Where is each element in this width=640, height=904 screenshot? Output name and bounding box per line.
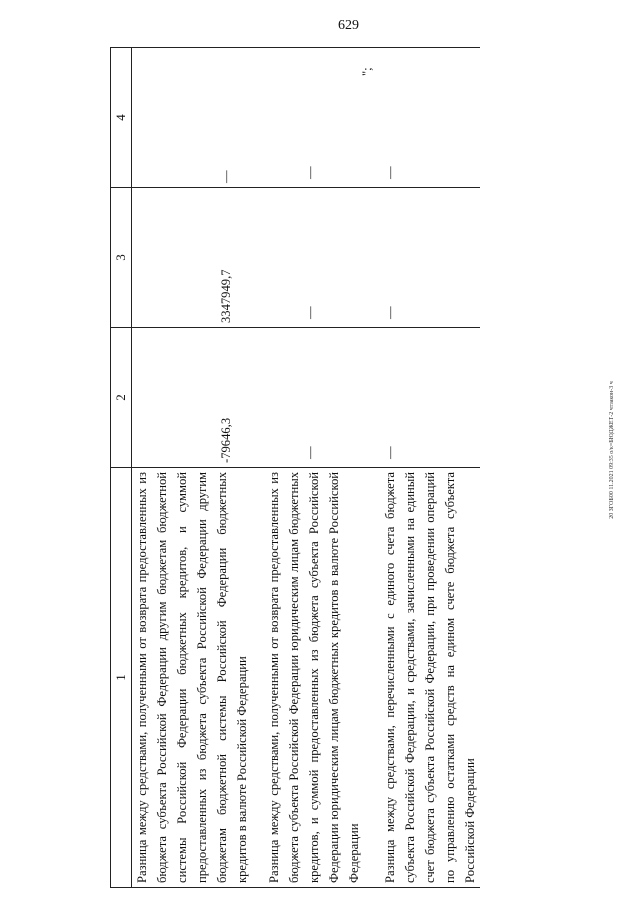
row-description: Разница между средствами, полученными от возврата предоставленных из бюджета субъекта Российской Федерации другим бюджетам бюджетной системы Российской Федерации бюджетных кредитов, и суммой предоставленных из бюджета субъекта Российской Федерации другим бюджетам бюджетной системы Российской Федерации бюджетных кредитов в валюте Российской Федерации — [132, 468, 253, 888]
table-row — [264, 48, 368, 888]
table-header-row — [111, 48, 132, 888]
row-value-col3: — — [383, 306, 397, 319]
table-row — [380, 48, 480, 888]
row-value-col4: — — [219, 170, 233, 183]
row-value-col3: — — [303, 306, 317, 319]
row-value-col4: — — [303, 166, 317, 179]
rotated-table-block — [110, 48, 477, 888]
header-col-3: 3 — [111, 188, 132, 328]
side-stamp-text: 20 ЗГОБ00 11.2021 09:35 о/к=БЮДЖЕТ-2 чтзакон-3 ч — [609, 381, 615, 519]
row-description: Разница между средствами, полученными от возврата предоставленных из бюджета субъекта Российской Федерации юридическим лицам бюджетных кредитов, и суммой предоставленных из бюджета субъекта Российской Федерации юридическим лицам бюджетных кредитов в валюте Российской Федерации — [264, 468, 368, 888]
header-col-2: 2 — [111, 328, 132, 468]
row-value-col4: — — [383, 166, 397, 179]
budget-table — [110, 47, 480, 888]
page-number: 629 — [338, 18, 359, 33]
row-value-col2: — — [383, 446, 397, 459]
row-value-col3: 3347949,7 — [219, 269, 233, 323]
table-row — [132, 48, 253, 888]
closing-quote-mark: "; — [360, 67, 374, 76]
row-value-col2: -79646,3 — [219, 417, 233, 463]
row-description: Разница между средствами, перечисленными с единого счета бюджета субъекта Российской Федерации, и средствами, зачисленными на единый счет бюджета субъекта Российской Федерации, при проведении операций по управлению остатками средств на едином счете бюджета субъекта Российской Федерации — [380, 468, 480, 888]
header-col-4: 4 — [111, 48, 132, 188]
row-value-col2: — — [303, 446, 317, 459]
header-col-1: 1 — [111, 468, 132, 888]
